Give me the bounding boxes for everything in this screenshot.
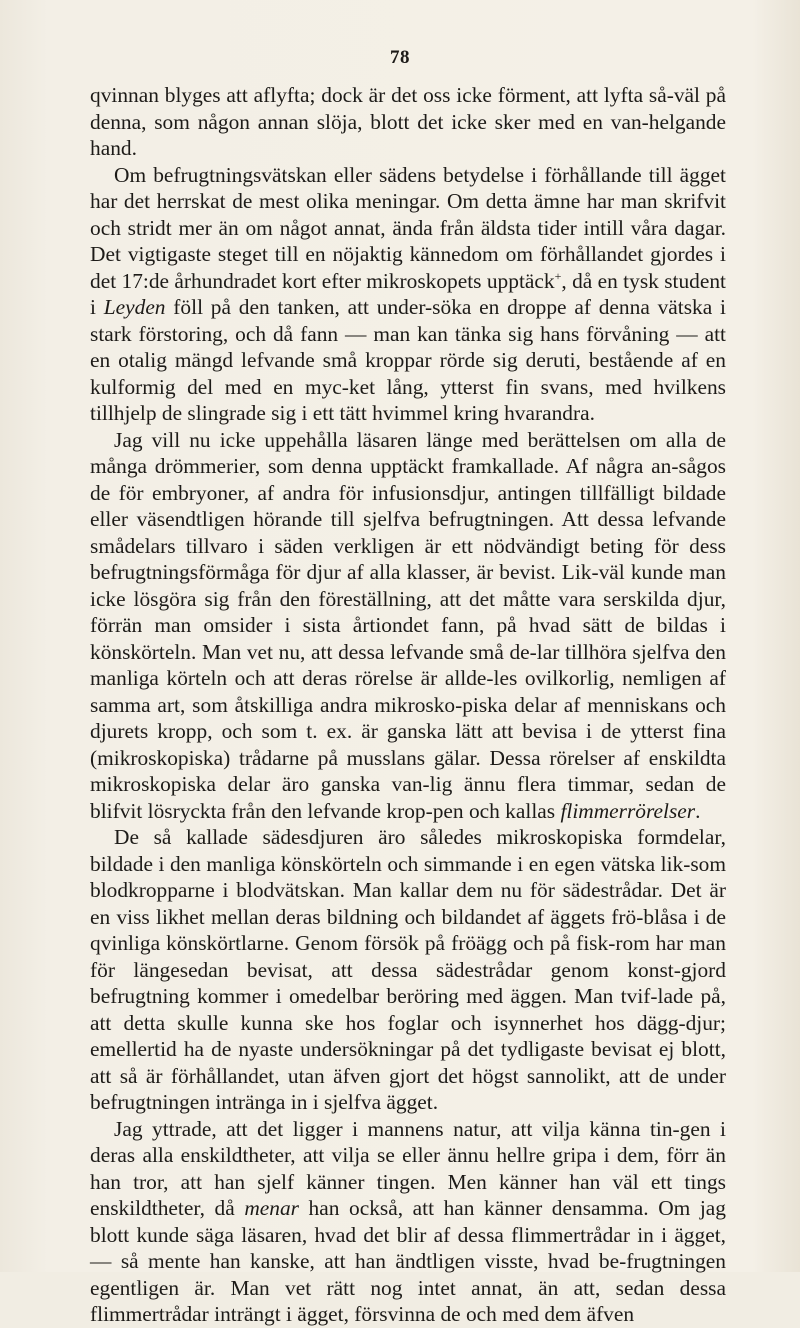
paragraph-3-text-a: Jag vill nu icke uppehålla läsaren länge med berättelsen om alla de många drömmerier, som denna upptäckt framkallade. Af några an-sågos de för embryoner, af andra för infusionsdjur, antingen tillfälligt bildade eller väsendtligen hörande till sjelfva befrugtningen. Att dessa lefvande smådelars tillvaro i säden verkligen är ett nödvändigt beting för dess befrugtningsförmåga för djur af alla klasser, är bevist. Lik-väl kunde man icke lösgöra sig från den föreställning, att det måtte vara serskilda djur, förrän man omsider i sista årtiondet fann, på hvad sätt de bildas i könskörteln. Man vet nu, att dessa lefvande små de-lar tillhöra sjelfva den manliga körteln och att deras rörelse är allde-les ovilkorlig, nemligen af samma art, som åtskilliga andra mikrosko-piska delar af menniskans och djurets kropp, och som t. ex. är ganska lätt att bevisa i de ytterst fina (mikroskopiska) trådarne på musslans gälar. Dessa rörelser af enskildta mikroskopiska delar äro ganska van-lig ännu flera timmar, sedan de blifvit lösryckta från den lefvande krop-pen och kallas [90,427,726,823]
paragraph-4: De så kallade sädesdjuren äro således mikroskopiska formdelar, bildade i den manliga könskörteln och simmande i en egen vätska lik-som blodkropparne i blodvätskan. Man kallar dem nu för sädestrådar. Det är en viss likhet mellan deras bildning och bildandet af äggets frö-blåsa i de qvinliga könskörtlarne. Genom försök på fröägg och på fisk-rom har man för längesedan bevisat, att dessa sädestrådar genom konst-gjord befrugtning kommer i omedelbar beröring med äggen. Man tvif-lade på, att detta skulle kunna ske hos foglar och isynnerhet hos dägg-djur; emellertid ha de nyaste undersökningar på det tydligaste bevisat ej blott, att så är förhållandet, utan äfven gjort det högst sannolikt, att de under befrugtningen intränga in i sjelfva ägget. [90,825,726,1114]
word-menar: menar [244,1196,299,1220]
body-text [90,82,726,1328]
paragraph-5-text-b: han också, att han känner densamma. Om jag blott kunde säga läsaren, hvad det blir af dessa flimmertrådar in i ägget, — så mente han kanske, att han ändtligen visste, hvad be-frugtningen egentligen är. Man vet rätt nog intet annat, än att, sedan dessa flimmertrådar inträngt i ägget, försvinna de och med dem äfven [90,1196,726,1326]
page-number: 78 [390,47,410,68]
paragraph-5-text-a: Jag yttrade, att det ligger i mannens natur, att vilja känna tin-gen i deras alla enskildtheter, att vilja se eller ännu hellre gripa i dem, förr än han tror, att han sjelf känner tingen. Men känner han väl ett tings enskildtheter, då [90,1116,726,1220]
term-flimmerrorelser: flimmerrörelser [560,798,696,823]
paragraph-1: qvinnan blyges att aflyfta; dock är det oss icke förment, att lyfta så-väl på denna, som någon annan slöja, blott det icke sker med en van-helgande hand. [90,83,726,160]
paragraph-2-text-c: föll på den tanken, att under-söka en droppe af denna vätska i stark förstoring, och då fann — man kan tänka sig hans förvåning — att en otalig mängd lefvande små kroppar rörde sig deruti, bestående af en kulformig del med en myc-ket lång, ytterst fin svans, med hvilkens tillhjelp de slingrade sig i ett tätt hvimmel kring hvarandra. [90,295,726,425]
place-name-leyden: Leyden [103,295,166,319]
paragraph-2-text-a: Om befrugtningsvätskan eller sädens betydelse i förhållande till ägget har det herrskat de mest olika meningar. Om detta ämne har man skrifvit och stridt mer än om något annat, ända från äldsta tider intill våra dagar. Det vigtigaste steget till en nöjaktig kännedom om förhållandet gjordes i det 17:de århundradet kort efter mikroskopets upptäck [90,162,726,293]
paragraph-5 [90,1116,726,1328]
paragraph-3 [90,427,726,825]
paragraph-2 [90,162,726,427]
paragraph-3-text-b: . [695,798,701,823]
footnote-mark: + [554,268,562,283]
paragraph-2-text-b: , då en tysk student i [90,268,726,319]
